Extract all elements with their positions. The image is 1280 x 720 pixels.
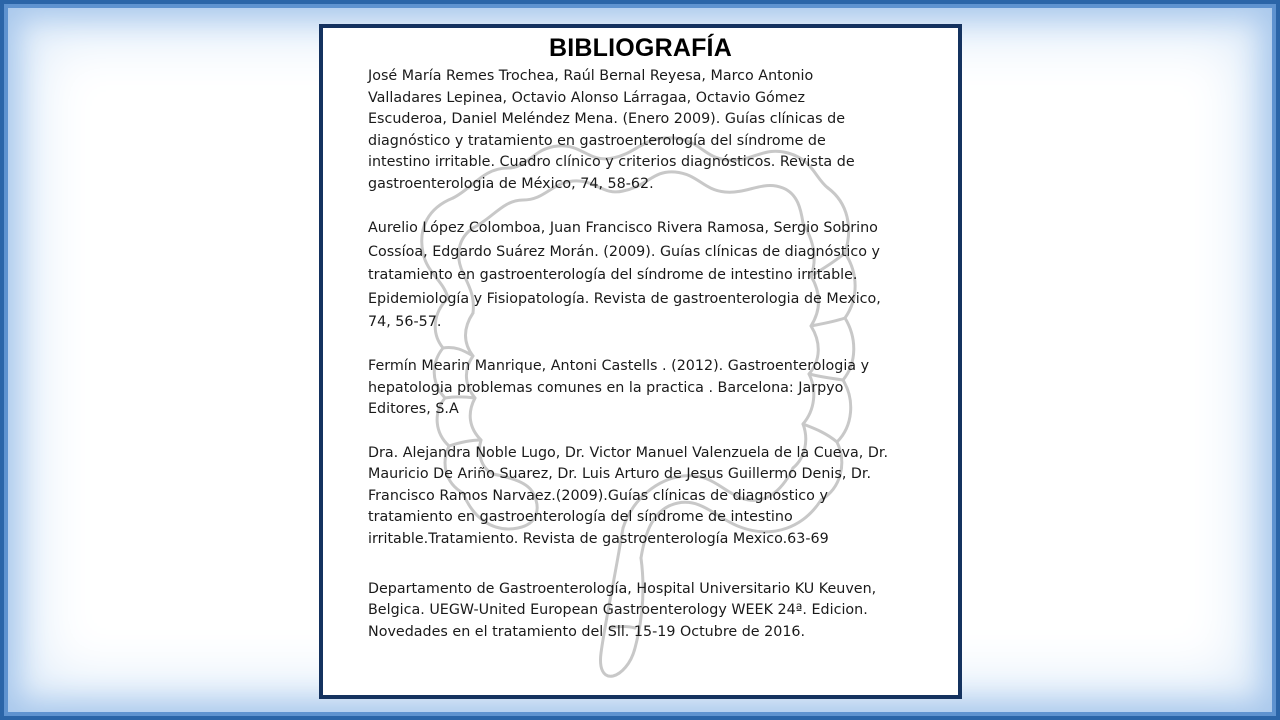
reference-item: José María Remes Trochea, Raúl Bernal Reyesa, Marco Antonio Valladares Lepinea, Octavio Alonso Lárragaa, Octavio Gómez Escuderoa, Daniel Meléndez Mena. (Enero 2009). Guías clínicas de diagnóstico y tratamiento en gastroenterología del síndrome de intestino irritable. Cuadro clínico y criterios diagnósticos. Revista de gastroenterologia de México, 74, 58-62. <box>368 68 855 192</box>
reference-item: Fermín Mearin Manrique, Antoni Castells . (2012). Gastroenterologia y hepatologia problemas comunes en la practica . Barcelona: Jarpyo Editores, S.A <box>368 358 870 418</box>
reference-item: Aurelio López Colomboa, Juan Francisco Rivera Ramosa, Sergio Sobrino Cossíoa, Edgardo Suárez Morán. (2009). Guías clínicas de diagnóstico y tratamiento en gastroenterología del síndrome de intestino irritable. Epidemiología y Fisiopatología. Revista de gastroenterologia de Mexico, 74, 56-57. <box>368 220 881 331</box>
reference-item: Departamento de Gastroenterología, Hospital Universitario KU Keuven, Belgica. UEGW-United European Gastroenterology WEEK 24ª. Edicion. Novedades en el tratamiento del Sll. 15-19 Octubre de 2016. <box>368 580 877 640</box>
reference-item: Dra. Alejandra Noble Lugo, Dr. Victor Manuel Valenzuela de la Cueva, Dr. Mauricio De Ariño Suarez, Dr. Luis Arturo de Jesus Guillermo Denis, Dr. Francisco Ramos Narvaez.(2009).Guías clínicas de diagnostico y tratamiento en gastroenterología del síndrome de intestino irritable.Tratamiento. Revista de gastroenterología Mexico.63-69 <box>368 444 888 547</box>
page-title: BIBLIOGRAFÍA <box>549 34 732 62</box>
reference-list <box>368 66 888 643</box>
bibliography-page <box>319 24 962 699</box>
